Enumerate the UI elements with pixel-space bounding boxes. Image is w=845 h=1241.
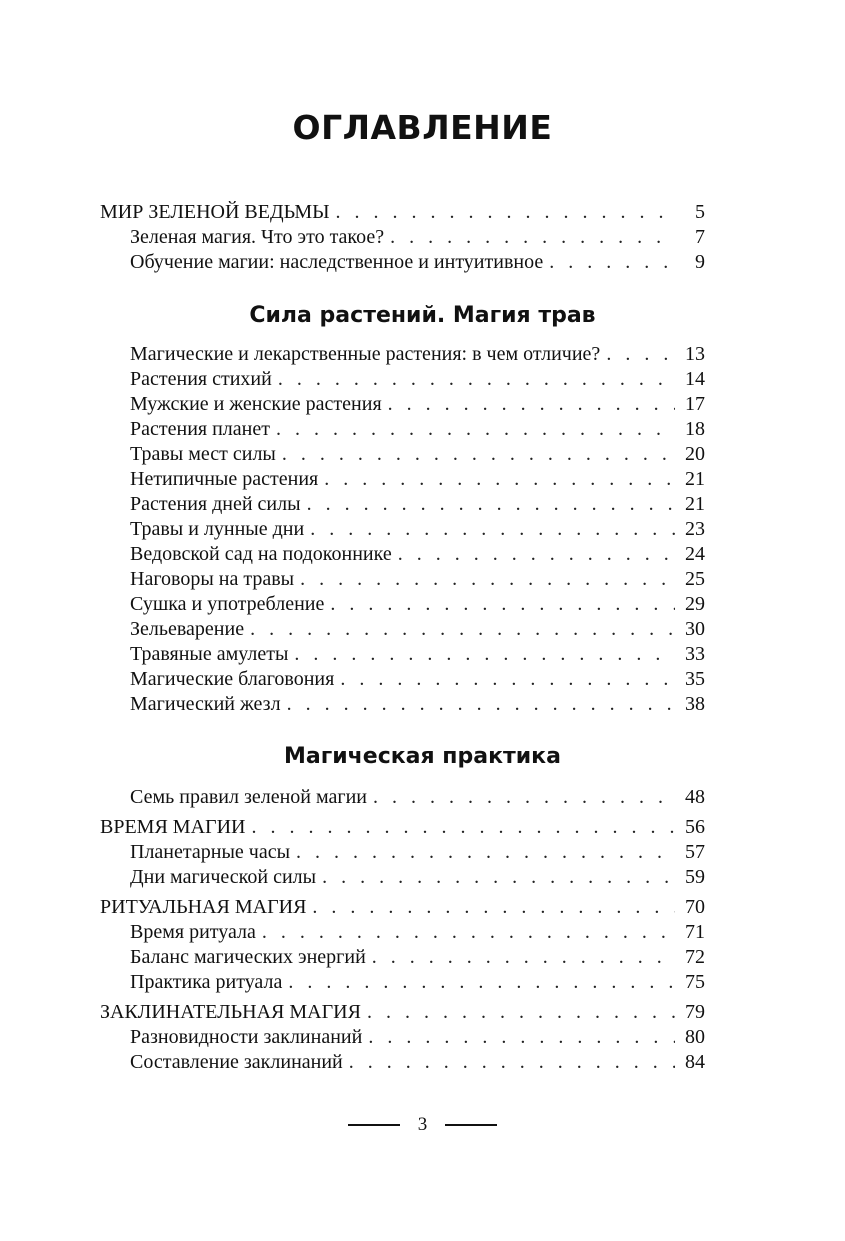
toc-leader-dots [322, 865, 675, 890]
toc-entry-page: 29 [685, 593, 705, 615]
toc-entry-page: 7 [695, 226, 705, 248]
toc-entry [100, 592, 705, 617]
toc-entry [100, 200, 705, 225]
toc-entry-page: 71 [685, 921, 705, 943]
toc-entry-title: Разновидности заклинаний [130, 1026, 363, 1048]
toc-leader-dots [262, 920, 675, 945]
toc-entry-page: 79 [685, 1001, 705, 1023]
toc-entry-title: Время ритуала [130, 921, 256, 943]
toc-entry [100, 970, 705, 995]
section-heading-plants: Сила растений. Магия трав [249, 303, 596, 328]
toc-entry [100, 785, 705, 810]
toc-entry-page: 35 [685, 668, 705, 690]
toc-entry-title: Обучение магии: наследственное и интуитивное [130, 251, 544, 273]
toc-entry-title: ВРЕМЯ МАГИИ [100, 816, 246, 838]
toc-leader-dots [276, 417, 675, 442]
page-footer [0, 1110, 845, 1140]
footer-rule-left [348, 1124, 400, 1126]
toc-entry [100, 865, 705, 890]
footer-rule-right [445, 1124, 497, 1126]
toc-entry-title: Травяные амулеты [130, 643, 289, 665]
toc-entry-page: 20 [685, 443, 705, 465]
toc-entry-title: Магические и лекарственные растения: в чем отличие? [130, 343, 601, 365]
toc-entry-page: 59 [685, 866, 705, 888]
toc-entry [100, 920, 705, 945]
toc-leader-dots [390, 225, 675, 250]
toc-leader-dots [282, 442, 675, 467]
toc-entry [100, 617, 705, 642]
toc-entry [100, 225, 705, 250]
toc-entry [100, 442, 705, 467]
toc-entry-title: Ведовской сад на подоконнике [130, 543, 392, 565]
toc-entry-title: Сушка и употребление [130, 593, 325, 615]
toc-leader-dots [288, 970, 675, 995]
toc-entry [100, 895, 705, 920]
toc-entry [100, 542, 705, 567]
toc-leader-dots [250, 617, 675, 642]
toc-entry-title: Растения планет [130, 418, 270, 440]
toc-entry-title: Нетипичные растения [130, 468, 319, 490]
toc-leader-dots [312, 895, 675, 920]
toc-leader-dots [349, 1050, 675, 1075]
toc-entry [100, 250, 705, 275]
toc-entry [100, 392, 705, 417]
toc-entry-title: Травы и лунные дни [130, 518, 305, 540]
toc-entry-title: Травы мест силы [130, 443, 276, 465]
page-title: ОГЛАВЛЕНИЕ [292, 108, 553, 147]
toc-leader-dots [372, 945, 675, 970]
page-number: 3 [417, 1114, 428, 1135]
toc-entry-title: ЗАКЛИНАТЕЛЬНАЯ МАГИЯ [100, 1001, 361, 1023]
toc-leader-dots [251, 815, 675, 840]
toc-group-plants [100, 342, 705, 717]
toc-leader-dots [373, 785, 675, 810]
toc-leader-dots [307, 492, 675, 517]
toc-leader-dots [287, 692, 675, 717]
toc-entry-page: 23 [685, 518, 705, 540]
toc-entry [100, 1000, 705, 1025]
toc-leader-dots [368, 1025, 675, 1050]
toc-entry-page: 24 [685, 543, 705, 565]
toc-entry [100, 642, 705, 667]
toc-entry-page: 33 [685, 643, 705, 665]
toc-entry-title: Зеленая магия. Что это такое? [130, 226, 385, 248]
toc-entry-page: 72 [685, 946, 705, 968]
toc-entry-page: 80 [685, 1026, 705, 1048]
toc-entry-title: Планетарные часы [130, 841, 291, 863]
toc-entry-title: МИР ЗЕЛЕНОЙ ВЕДЬМЫ [100, 201, 330, 223]
toc-leader-dots [296, 840, 675, 865]
toc-entry-title: Наговоры на травы [130, 568, 295, 590]
toc-leader-dots [388, 392, 675, 417]
toc-entry-title: Составление заклинаний [130, 1051, 343, 1073]
toc-entry-title: Практика ритуала [130, 971, 283, 993]
toc-entry [100, 417, 705, 442]
toc-entry-page: 70 [685, 896, 705, 918]
toc-entry-page: 9 [695, 251, 705, 273]
toc-leader-dots [549, 250, 675, 275]
toc-entry-page: 84 [685, 1051, 705, 1073]
toc-entry-page: 25 [685, 568, 705, 590]
toc-entry [100, 840, 705, 865]
toc-entry-page: 5 [695, 201, 705, 223]
toc-entry [100, 517, 705, 542]
toc-group-practice [100, 785, 705, 1075]
toc-entry-page: 57 [685, 841, 705, 863]
toc-leader-dots [294, 642, 675, 667]
toc-leader-dots [330, 592, 675, 617]
toc-entry-title: Магический жезл [130, 693, 281, 715]
toc-leader-dots [324, 467, 675, 492]
toc-entry-title: Мужские и женские растения [130, 393, 382, 415]
toc-entry-title: Семь правил зеленой магии [130, 786, 367, 808]
toc-leader-dots [336, 200, 675, 225]
section-heading-practice: Магическая практика [284, 744, 561, 769]
toc-entry [100, 367, 705, 392]
toc-entry-page: 17 [685, 393, 705, 415]
toc-entry-page: 18 [685, 418, 705, 440]
toc-leader-dots [398, 542, 675, 567]
toc-entry [100, 945, 705, 970]
toc-entry-page: 30 [685, 618, 705, 640]
toc-entry-title: Дни магической силы [130, 866, 317, 888]
toc-leader-dots [278, 367, 675, 392]
toc-entry [100, 667, 705, 692]
toc-leader-dots [340, 667, 675, 692]
toc-entry-page: 56 [685, 816, 705, 838]
toc-entry-title: Растения стихий [130, 368, 272, 390]
toc-entry-page: 75 [685, 971, 705, 993]
toc-entry [100, 342, 705, 367]
toc-entry-title: РИТУАЛЬНАЯ МАГИЯ [100, 896, 307, 918]
toc-entry [100, 815, 705, 840]
toc-entry [100, 1050, 705, 1075]
toc-leader-dots [300, 567, 675, 592]
toc-entry-page: 14 [685, 368, 705, 390]
toc-entry-page: 38 [685, 693, 705, 715]
toc-leader-dots [367, 1000, 675, 1025]
toc-entry-page: 21 [685, 493, 705, 515]
toc-entry-page: 13 [685, 343, 705, 365]
toc-entry [100, 492, 705, 517]
toc-entry-title: Зельеварение [130, 618, 245, 640]
toc-entry [100, 1025, 705, 1050]
toc-leader-dots [310, 517, 675, 542]
toc-entry-title: Баланс магических энергий [130, 946, 366, 968]
toc-entry [100, 567, 705, 592]
toc-entry [100, 692, 705, 717]
toc-entry [100, 467, 705, 492]
toc-entry-page: 21 [685, 468, 705, 490]
toc-entry-title: Магические благовония [130, 668, 335, 690]
toc-leader-dots [606, 342, 675, 367]
toc-entry-page: 48 [685, 786, 705, 808]
toc-entry-title: Растения дней силы [130, 493, 301, 515]
toc-group-intro [100, 200, 705, 275]
